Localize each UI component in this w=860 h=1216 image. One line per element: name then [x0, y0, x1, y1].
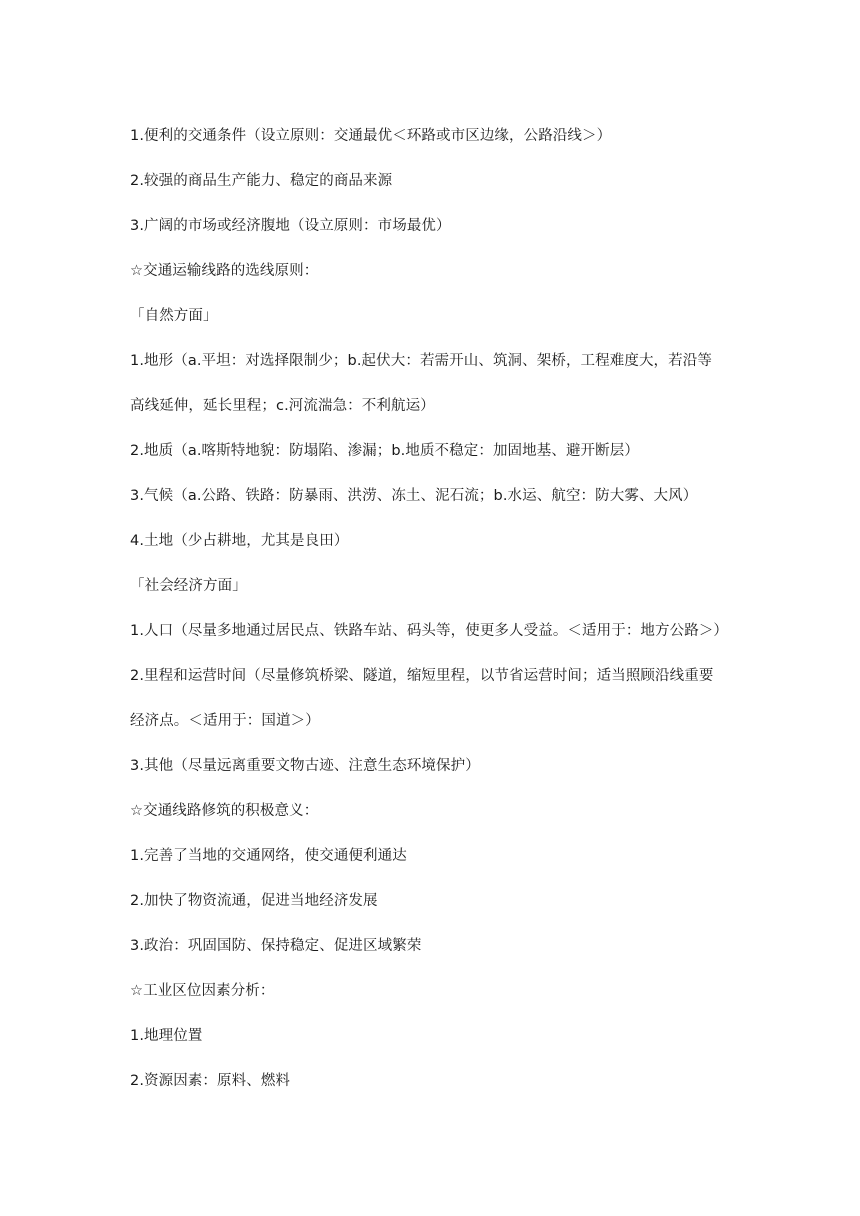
section-heading-industrial-location: ☆工业区位因素分析：: [130, 983, 275, 999]
text-line-7: 高线延伸，延长里程；c.河流湍急：不利航运）: [130, 398, 435, 414]
text-line-21: 1.地理位置: [130, 1028, 203, 1044]
subheading-natural: 「自然方面」: [130, 308, 218, 324]
document-body: [130, 114, 750, 1104]
text-line-15: 3.其他（尽量远离重要文物古迹、注意生态环境保护）: [130, 758, 480, 774]
text-line-2: 2.较强的商品生产能力、稳定的商品来源: [130, 173, 393, 189]
text-line-3: 3.广阔的市场或经济腹地（设立原则：市场最优）: [130, 218, 451, 234]
text-line-13: 2.里程和运营时间（尽量修筑桥梁、隧道，缩短里程，以节省运营时间；适当照顾沿线重要: [130, 668, 714, 684]
text-line-14: 经济点。＜适用于：国道＞）: [130, 713, 320, 729]
subheading-socioeconomic: 「社会经济方面」: [130, 578, 247, 594]
text-line-22: 2.资源因素：原料、燃料: [130, 1073, 291, 1089]
section-heading-route-significance: ☆交通线路修筑的积极意义：: [130, 803, 319, 819]
section-heading-route-selection: ☆交通运输线路的选线原则：: [130, 263, 319, 279]
text-line-18: 2.加快了物资流通，促进当地经济发展: [130, 893, 378, 909]
text-line-10: 4.土地（少占耕地，尤其是良田）: [130, 533, 349, 549]
text-line-8: 2.地质（a.喀斯特地貌：防塌陷、渗漏；b.地质不稳定：加固地基、避开断层）: [130, 443, 639, 459]
text-line-6: 1.地形（a.平坦：对选择限制少；b.起伏大：若需开山、筑洞、架桥，工程难度大，若沿等: [130, 353, 712, 369]
text-line-9: 3.气候（a.公路、铁路：防暴雨、洪涝、冻土、泥石流；b.水运、航空：防大雾、大风）: [130, 488, 698, 504]
text-line-1: 1.便利的交通条件（设立原则：交通最优＜环路或市区边缘，公路沿线＞）: [130, 128, 612, 144]
text-line-19: 3.政治：巩固国防、保持稳定、促进区域繁荣: [130, 938, 422, 954]
text-line-12: 1.人口（尽量多地通过居民点、铁路车站、码头等，使更多人受益。＜适用于：地方公路＞）: [130, 623, 729, 639]
text-line-17: 1.完善了当地的交通网络，使交通便利通达: [130, 848, 407, 864]
